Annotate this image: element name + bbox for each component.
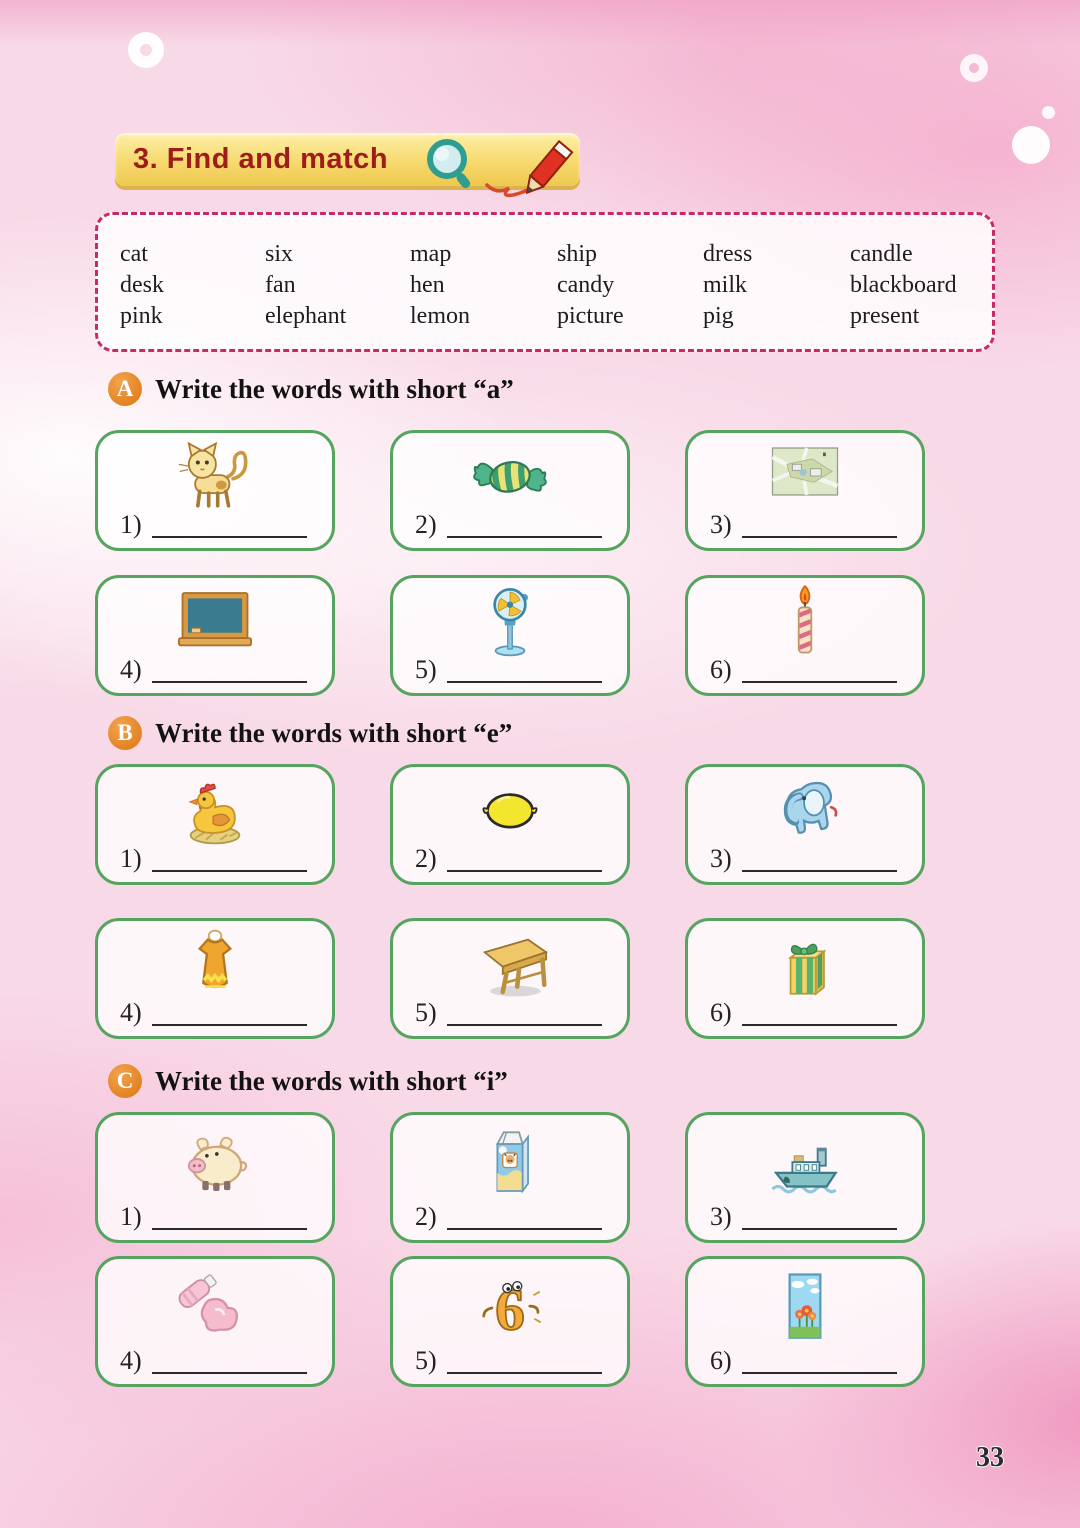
answer-blank-line[interactable] [742, 1224, 897, 1230]
bubble-decoration [1012, 126, 1050, 164]
pink-paint-image [110, 1265, 320, 1348]
section-a-boxes [95, 430, 925, 696]
answer-row [110, 657, 320, 683]
section-a-title: Write the words with short “a” [155, 373, 514, 404]
answer-box-a5 [390, 575, 630, 696]
section-b-title: Write the words with short “e” [155, 717, 513, 748]
blank-number: 4) [120, 1346, 142, 1375]
blank-number: 5) [415, 655, 437, 684]
answer-blank-line[interactable] [152, 1020, 307, 1026]
word-bank-word: candle [850, 241, 913, 267]
present-image [700, 927, 910, 1000]
blank-number: 6) [710, 655, 732, 684]
answer-box-c3 [685, 1112, 925, 1243]
answer-box-c2 [390, 1112, 630, 1243]
word-bank-word: dress [703, 241, 753, 267]
answer-row [700, 657, 910, 683]
bubble-decoration [1042, 106, 1055, 119]
blank-number: 2) [415, 1202, 437, 1231]
word-bank-word: map [410, 241, 452, 267]
answer-box-b4 [95, 918, 335, 1039]
section-b-badge: B [108, 716, 142, 750]
section-c-badge: C [108, 1064, 142, 1098]
answer-blank-line[interactable] [742, 1368, 897, 1374]
answer-row [700, 1348, 910, 1374]
section-b-header [108, 716, 512, 750]
answer-row [110, 1348, 320, 1374]
answer-box-b5 [390, 918, 630, 1039]
desk-image [405, 927, 615, 1000]
answer-box-a6 [685, 575, 925, 696]
answer-row [700, 1000, 910, 1026]
word-bank-word: candy [557, 272, 615, 298]
word-bank-word: six [265, 241, 294, 267]
page-number: 33 [976, 1442, 1004, 1473]
answer-blank-line[interactable] [447, 1368, 602, 1374]
blank-number: 1) [120, 1202, 142, 1231]
answer-row [405, 657, 615, 683]
word-bank-word: cat [120, 241, 148, 267]
word-bank-word: pink [120, 303, 163, 329]
word-bank-word: elephant [265, 303, 347, 329]
word-bank-word: desk [120, 272, 164, 298]
answer-row [700, 1204, 910, 1230]
bubble-decoration [960, 54, 988, 82]
picture-image [700, 1265, 910, 1348]
pencil-icon [487, 141, 572, 198]
answer-box-b3 [685, 764, 925, 885]
blank-number: 2) [415, 844, 437, 873]
answer-blank-line[interactable] [447, 532, 602, 538]
answer-blank-line[interactable] [447, 866, 602, 872]
word-bank-word: fan [265, 272, 296, 298]
section-c-header [108, 1064, 508, 1098]
candle-image [700, 584, 910, 657]
exercise-title-banner [115, 133, 580, 186]
blank-number: 6) [710, 998, 732, 1027]
bubble-decoration [128, 32, 164, 68]
magnifier-icon [430, 142, 472, 190]
answer-blank-line[interactable] [447, 677, 602, 683]
answer-blank-line[interactable] [742, 532, 897, 538]
word-bank [95, 212, 995, 352]
answer-blank-line[interactable] [742, 866, 897, 872]
exercise-title: 3. Find and match [133, 143, 389, 175]
ship-image [700, 1121, 910, 1204]
banner-icons [415, 121, 590, 201]
hen-image [110, 773, 320, 846]
answer-box-a3 [685, 430, 925, 551]
answer-blank-line[interactable] [742, 1020, 897, 1026]
answer-box-c1 [95, 1112, 335, 1243]
section-a-badge: A [108, 372, 142, 406]
blackboard-image [110, 584, 320, 657]
answer-box-c6 [685, 1256, 925, 1387]
answer-row [405, 1348, 615, 1374]
word-bank-word: pig [703, 303, 734, 329]
answer-row [110, 1000, 320, 1026]
blank-number: 3) [710, 510, 732, 539]
answer-row [700, 512, 910, 538]
word-bank-word: present [850, 303, 920, 329]
dress-image [110, 927, 320, 1000]
answer-blank-line[interactable] [152, 1224, 307, 1230]
answer-blank-line[interactable] [152, 1368, 307, 1374]
six-image [405, 1265, 615, 1348]
answer-box-b2 [390, 764, 630, 885]
answer-row [405, 1204, 615, 1230]
word-bank-word: milk [703, 272, 748, 298]
answer-blank-line[interactable] [152, 677, 307, 683]
answer-row [405, 1000, 615, 1026]
answer-row [405, 512, 615, 538]
section-a-header [108, 372, 514, 406]
answer-box-c5 [390, 1256, 630, 1387]
word-bank-word: hen [410, 272, 445, 298]
answer-row [110, 846, 320, 872]
section-c-boxes [95, 1112, 925, 1387]
blank-number: 1) [120, 844, 142, 873]
answer-box-b6 [685, 918, 925, 1039]
lemon-image [405, 773, 615, 846]
pig-image [110, 1121, 320, 1204]
section-c-title: Write the words with short “i” [155, 1065, 508, 1096]
blank-number: 5) [415, 1346, 437, 1375]
candy-image [405, 439, 615, 512]
blank-number: 4) [120, 655, 142, 684]
answer-blank-line[interactable] [152, 532, 307, 538]
fan-image [405, 584, 615, 657]
answer-blank-line[interactable] [152, 866, 307, 872]
map-image [700, 439, 910, 512]
answer-blank-line[interactable] [447, 1224, 602, 1230]
answer-box-a4 [95, 575, 335, 696]
word-bank-row [120, 239, 992, 270]
cat-image [110, 439, 320, 512]
word-bank-word: blackboard [850, 272, 957, 298]
word-bank-row [120, 270, 992, 301]
answer-row [110, 512, 320, 538]
word-bank-row [120, 301, 992, 332]
answer-box-a1 [95, 430, 335, 551]
answer-blank-line[interactable] [447, 1020, 602, 1026]
blank-number: 3) [710, 844, 732, 873]
blank-number: 6) [710, 1346, 732, 1375]
answer-row [700, 846, 910, 872]
answer-box-b1 [95, 764, 335, 885]
word-bank-word: ship [557, 241, 598, 267]
answer-row [405, 846, 615, 872]
elephant-image [700, 773, 910, 846]
answer-box-a2 [390, 430, 630, 551]
blank-number: 1) [120, 510, 142, 539]
word-bank-word: lemon [410, 303, 470, 329]
answer-box-c4 [95, 1256, 335, 1387]
blank-number: 4) [120, 998, 142, 1027]
blank-number: 3) [710, 1202, 732, 1231]
section-b-boxes [95, 764, 925, 1039]
blank-number: 5) [415, 998, 437, 1027]
answer-row [110, 1204, 320, 1230]
answer-blank-line[interactable] [742, 677, 897, 683]
milk-image [405, 1121, 615, 1204]
word-bank-word: picture [557, 303, 624, 329]
blank-number: 2) [415, 510, 437, 539]
